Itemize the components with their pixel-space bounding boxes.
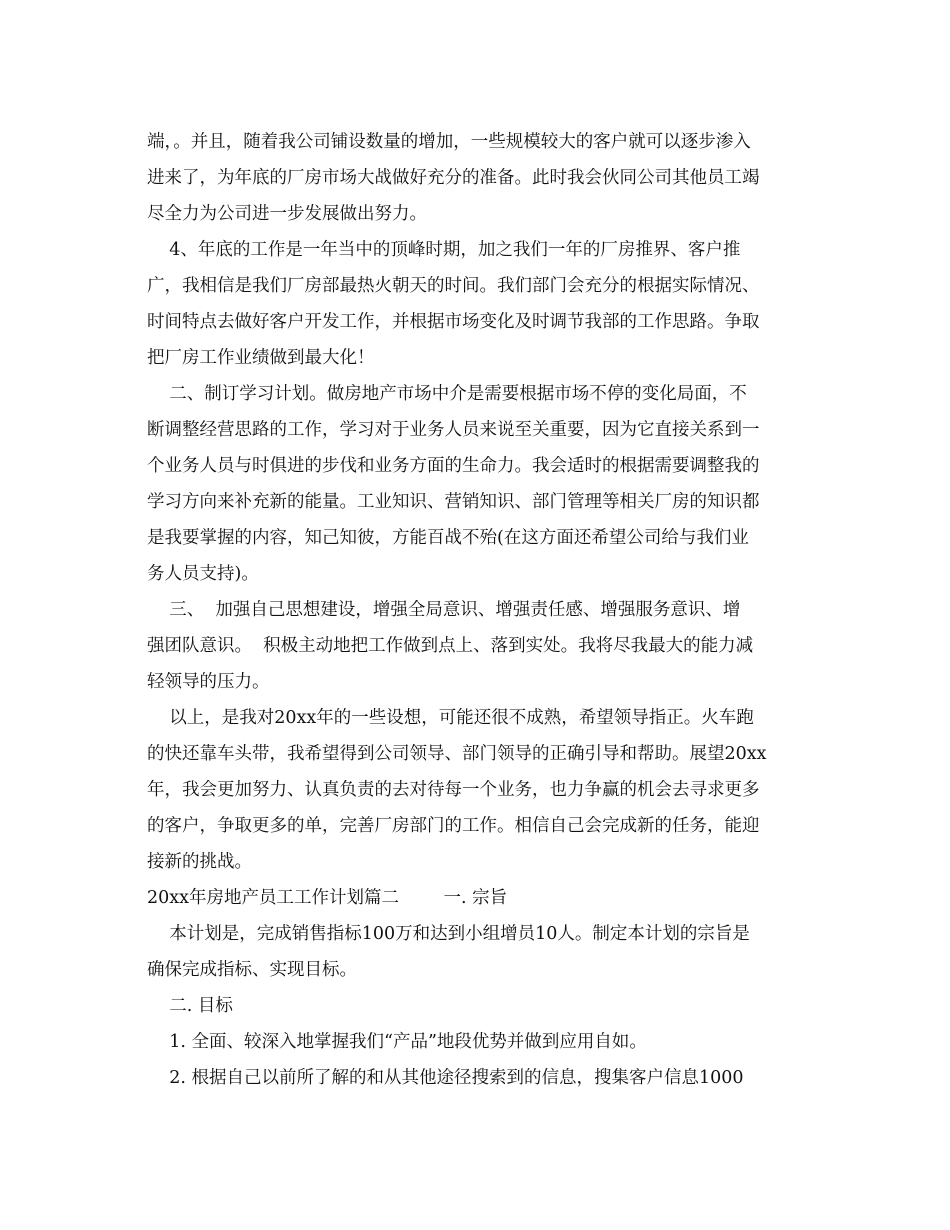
text-line: 时间特点去做好客户开发工作，并根据市场变化及时调节我部的工作思路。争取: [147, 312, 760, 332]
text-line: 断调整经营思路的工作，学习对于业务人员来说至关重要，因为它直接关系到一: [147, 420, 760, 440]
text-line: 确保完成指标、实现目标。: [147, 960, 357, 980]
text-line: 个业务人员与时俱进的步伐和业务方面的生命力。我会适时的根据需要调整我的: [147, 456, 760, 476]
text-line: 的快还靠车头带，我希望得到公司领导、部门领导的正确引导和帮助。展望20xx: [147, 744, 767, 764]
text-line: 进来了，为年底的厂房市场大战做好充分的准备。此时我会伙同公司其他员工竭: [147, 168, 760, 188]
text-line: 以上，是我对20xx年的一些设想，可能还很不成熟，希望领导指正。火车跑: [147, 708, 754, 728]
text-line: 二、制订学习计划。做房地产市场中介是需要根据市场不停的变化局面，不: [147, 384, 747, 404]
text-line: 的客户，争取更多的单，完善厂房部门的工作。相信自己会完成新的任务，能迎: [147, 816, 760, 836]
text-line: 把厂房工作业绩做到最大化！: [147, 348, 375, 368]
text-line: 强团队意识。 积极主动地把工作做到点上、落到实处。我将尽我最大的能力减: [147, 636, 754, 656]
text-line: 年，我会更加努力、认真负责的去对待每一个业务，也力争赢的机会去寻求更多: [147, 780, 760, 800]
list-item: 2. 根据自己以前所了解的和从其他途径搜索到的信息，搜集客户信息1000: [147, 1068, 744, 1088]
text-line: 接新的挑战。: [147, 852, 252, 872]
text-line: 务人员支持)。: [147, 564, 259, 584]
text-line: 本计划是，完成销售指标100万和达到小组增员10人。制定本计划的宗旨是: [147, 924, 750, 944]
text-line: 4、年底的工作是一年当中的顶峰时期，加之我们一年的厂房推界、客户推: [147, 240, 741, 260]
text-line: 三、 加强自己思想建设，增强全局意识、增强责任感、增强服务意识、增: [147, 600, 741, 620]
text-line: 端，。并且，随着我公司铺设数量的增加，一些规模较大的客户就可以逐步渗入: [147, 132, 751, 152]
section-heading-line: 二. 目标: [147, 996, 233, 1016]
text-line: 尽全力为公司进一步发展做出努力。: [147, 204, 427, 224]
text-line: 轻领导的压力。: [147, 672, 270, 692]
document-body: [147, 124, 807, 1096]
list-item: 1. 全面、较深入地掌握我们“产品”地段优势并做到应用自如。: [147, 1032, 647, 1052]
text-line: 是我要掌握的内容，知己知彼，方能百战不殆(在这方面还希望公司给与我们业: [147, 528, 749, 548]
section-heading-line: 20xx年房地产员工工作计划篇二 一. 宗旨: [147, 888, 508, 908]
text-line: 学习方向来补充新的能量。工业知识、营销知识、部门管理等相关厂房的知识都: [147, 492, 760, 512]
text-line: 广，我相信是我们厂房部最热火朝天的时间。我们部门会充分的根据实际情况、: [147, 276, 760, 296]
